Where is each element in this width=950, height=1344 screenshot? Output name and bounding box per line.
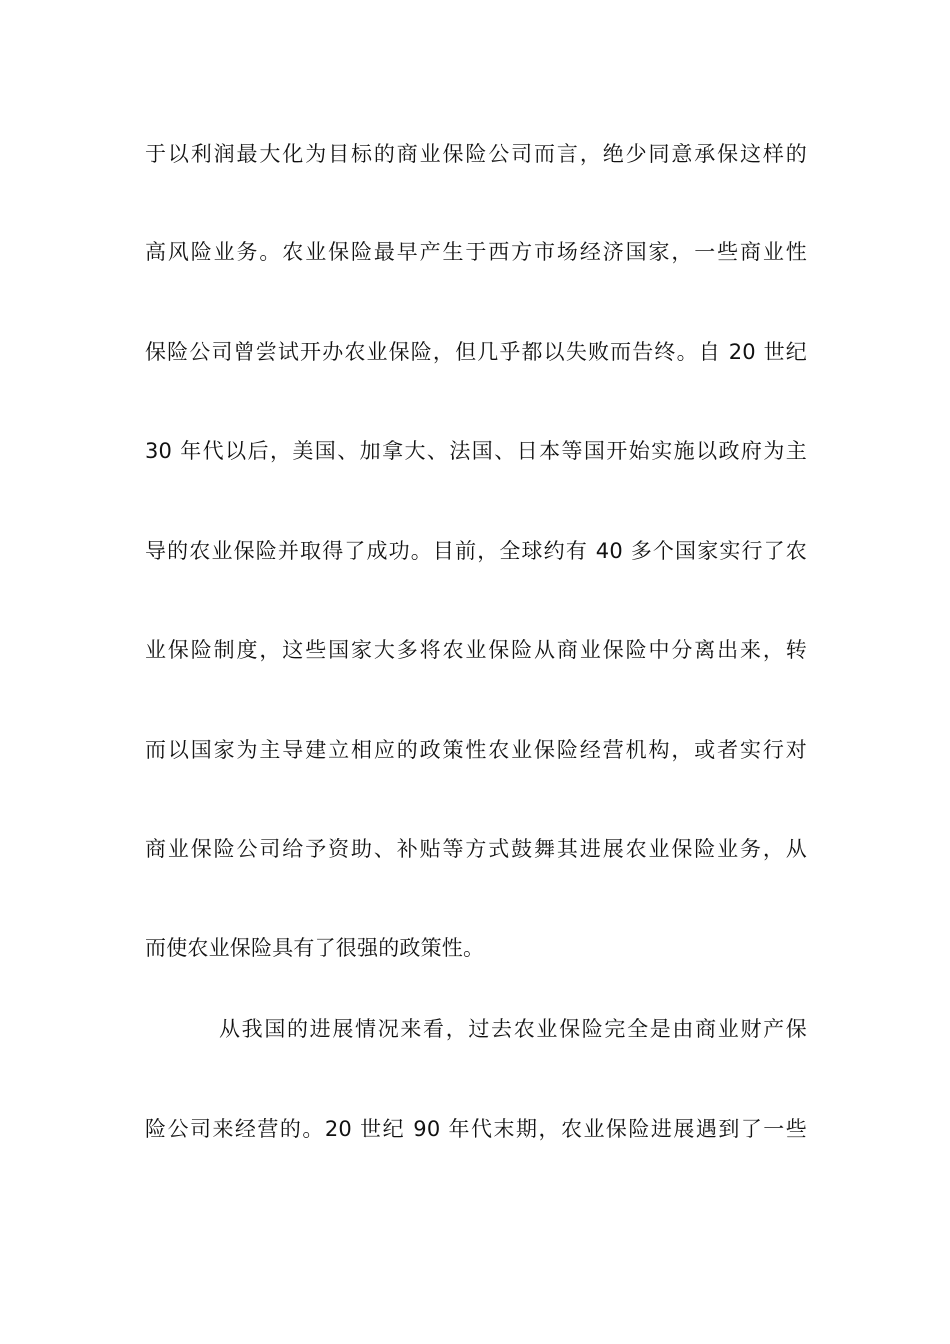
paragraph-1-line-9: 而使农业保险具有了很强的政策性。 xyxy=(145,936,485,960)
paragraph-1-line-1: 于以利润最大化为目标的商业保险公司而言，绝少同意承保这样的 xyxy=(145,142,807,166)
paragraph-2-line-2: 险公司来经营的。20 世纪 90 年代末期，农业保险进展遇到了一些 xyxy=(145,1117,807,1141)
paragraph-1-line-6: 业保险制度，这些国家大多将农业保险从商业保险中分离出来，转 xyxy=(145,638,807,662)
paragraph-1-line-2: 高风险业务。农业保险最早产生于西方市场经济国家，一些商业性 xyxy=(145,240,807,264)
paragraph-1-line-4: 30 年代以后，美国、加拿大、法国、日本等国开始实施以政府为主 xyxy=(145,439,807,463)
paragraph-1-line-7: 而以国家为主导建立相应的政策性农业保险经营机构，或者实行对 xyxy=(145,738,807,762)
paragraph-1-line-5: 导的农业保险并取得了成功。目前，全球约有 40 多个国家实行了农 xyxy=(145,539,807,563)
paragraph-1-line-8: 商业保险公司给予资助、补贴等方式鼓舞其进展农业保险业务，从 xyxy=(145,837,807,861)
paragraph-2-line-1: 从我国的进展情况来看，过去农业保险完全是由商业财产保 xyxy=(219,1017,807,1041)
paragraph-1-line-3: 保险公司曾尝试开办农业保险，但几乎都以失败而告终。自 20 世纪 xyxy=(145,340,807,364)
